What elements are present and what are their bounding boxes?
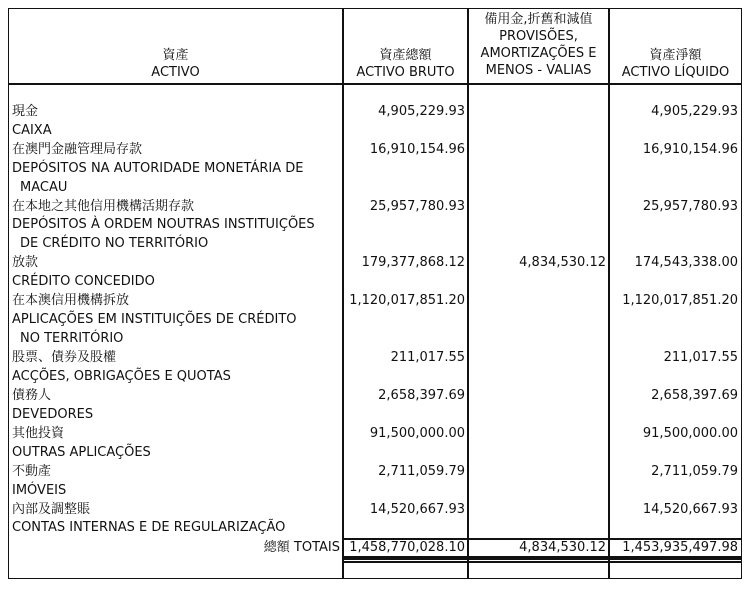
header-net-pt: ACTIVO LÍQUIDO — [621, 65, 730, 80]
row-label-zh: 在本地之其他信用機構活期存款 — [12, 199, 195, 214]
row-label-zh: 在澳門金融管理局存款 — [12, 142, 143, 157]
net-value: 16,910,154.96 — [642, 142, 738, 157]
provision-value: 4,834,530.12 — [519, 255, 606, 270]
header-asset-pt: ACTIVO — [151, 65, 200, 80]
header-net — [610, 47, 741, 81]
header-prov-pt2: AMORTIZAÇÕES E — [480, 46, 597, 61]
header-prov-pt1: PROVISÕES, — [499, 29, 578, 44]
net-value: 91,500,000.00 — [642, 426, 738, 441]
net-value: 25,957,780.93 — [642, 199, 738, 214]
row-label-pt: OUTRAS APLICAÇÕES — [12, 445, 151, 460]
header-prov-pt3: MENOS - VALIAS — [485, 63, 592, 78]
gross-value: 91,500,000.00 — [369, 426, 465, 441]
row-label-pt: APLICAÇÕES EM INSTITUIÇÕES DE CRÉDITO — [12, 312, 297, 327]
row-label-zh: 放款 — [12, 255, 39, 270]
net-value: 1,120,017,851.20 — [622, 293, 738, 308]
row-label-zh: 內部及調整賬 — [12, 502, 91, 517]
totals-double-rule — [342, 561, 742, 563]
totals-label: 總額 TOTAIS — [263, 540, 340, 555]
row-label-pt: ACÇÕES, OBRIGAÇÕES E QUOTAS — [12, 369, 231, 384]
row-label-zh: 其他投資 — [12, 426, 65, 441]
row-label-pt: CRÉDITO CONCEDIDO — [12, 274, 155, 289]
total-net: 1,453,935,497.98 — [622, 540, 738, 555]
net-value: 4,905,229.93 — [651, 104, 738, 119]
row-label-pt: CONTAS INTERNAS E DE REGULARIZAÇÃO — [12, 520, 286, 535]
header-divider — [8, 83, 742, 85]
net-value: 2,711,059.79 — [651, 464, 738, 479]
row-label-pt-cont: MACAU — [20, 180, 68, 195]
column-divider — [467, 8, 469, 579]
net-value: 211,017.55 — [663, 350, 738, 365]
column-divider — [608, 8, 610, 579]
gross-value: 2,658,397.69 — [378, 388, 465, 403]
gross-value: 211,017.55 — [390, 350, 465, 365]
net-value: 14,520,667.93 — [642, 502, 738, 517]
row-label-pt-cont: DE CRÉDITO NO TERRITÓRIO — [20, 236, 209, 251]
row-label-pt-cont: NO TERRITÓRIO — [20, 331, 124, 346]
header-asset-zh: 資產 — [162, 48, 189, 63]
row-label-pt: DEPÓSITOS À ORDEM NOUTRAS INSTITUIÇÕES — [12, 217, 315, 232]
row-label-zh: 債務人 — [12, 388, 52, 403]
header-prov-zh: 備用金,折舊和減值 — [484, 12, 593, 27]
gross-value: 179,377,868.12 — [361, 255, 465, 270]
row-label-pt: IMÓVEIS — [12, 483, 67, 498]
row-label-zh: 在本澳信用機構拆放 — [12, 293, 130, 308]
row-label-pt: DEPÓSITOS NA AUTORIDADE MONETÁRIA DE — [12, 161, 304, 176]
row-label-pt: DEVEDORES — [12, 407, 94, 422]
totals-double-rule — [342, 556, 742, 560]
total-provisions: 4,834,530.12 — [519, 540, 606, 555]
gross-value: 16,910,154.96 — [369, 142, 465, 157]
header-net-zh: 資產淨額 — [649, 48, 702, 63]
header-asset — [9, 47, 342, 81]
header-gross-pt: ACTIVO BRUTO — [356, 65, 455, 80]
row-label-zh: 不動產 — [12, 464, 52, 479]
gross-value: 1,120,017,851.20 — [349, 293, 465, 308]
net-value: 2,658,397.69 — [651, 388, 738, 403]
gross-value: 14,520,667.93 — [369, 502, 465, 517]
header-gross — [344, 47, 467, 81]
header-provisions — [469, 11, 608, 79]
header-gross-zh: 資產總額 — [379, 48, 432, 63]
net-value: 174,543,338.00 — [634, 255, 738, 270]
row-label-pt: CAIXA — [12, 123, 52, 138]
row-label-zh: 現金 — [12, 104, 39, 119]
total-gross: 1,458,770,028.10 — [349, 540, 465, 555]
column-divider — [342, 8, 344, 579]
gross-value: 4,905,229.93 — [378, 104, 465, 119]
gross-value: 25,957,780.93 — [369, 199, 465, 214]
gross-value: 2,711,059.79 — [378, 464, 465, 479]
row-label-zh: 股票、債券及股權 — [12, 350, 117, 365]
